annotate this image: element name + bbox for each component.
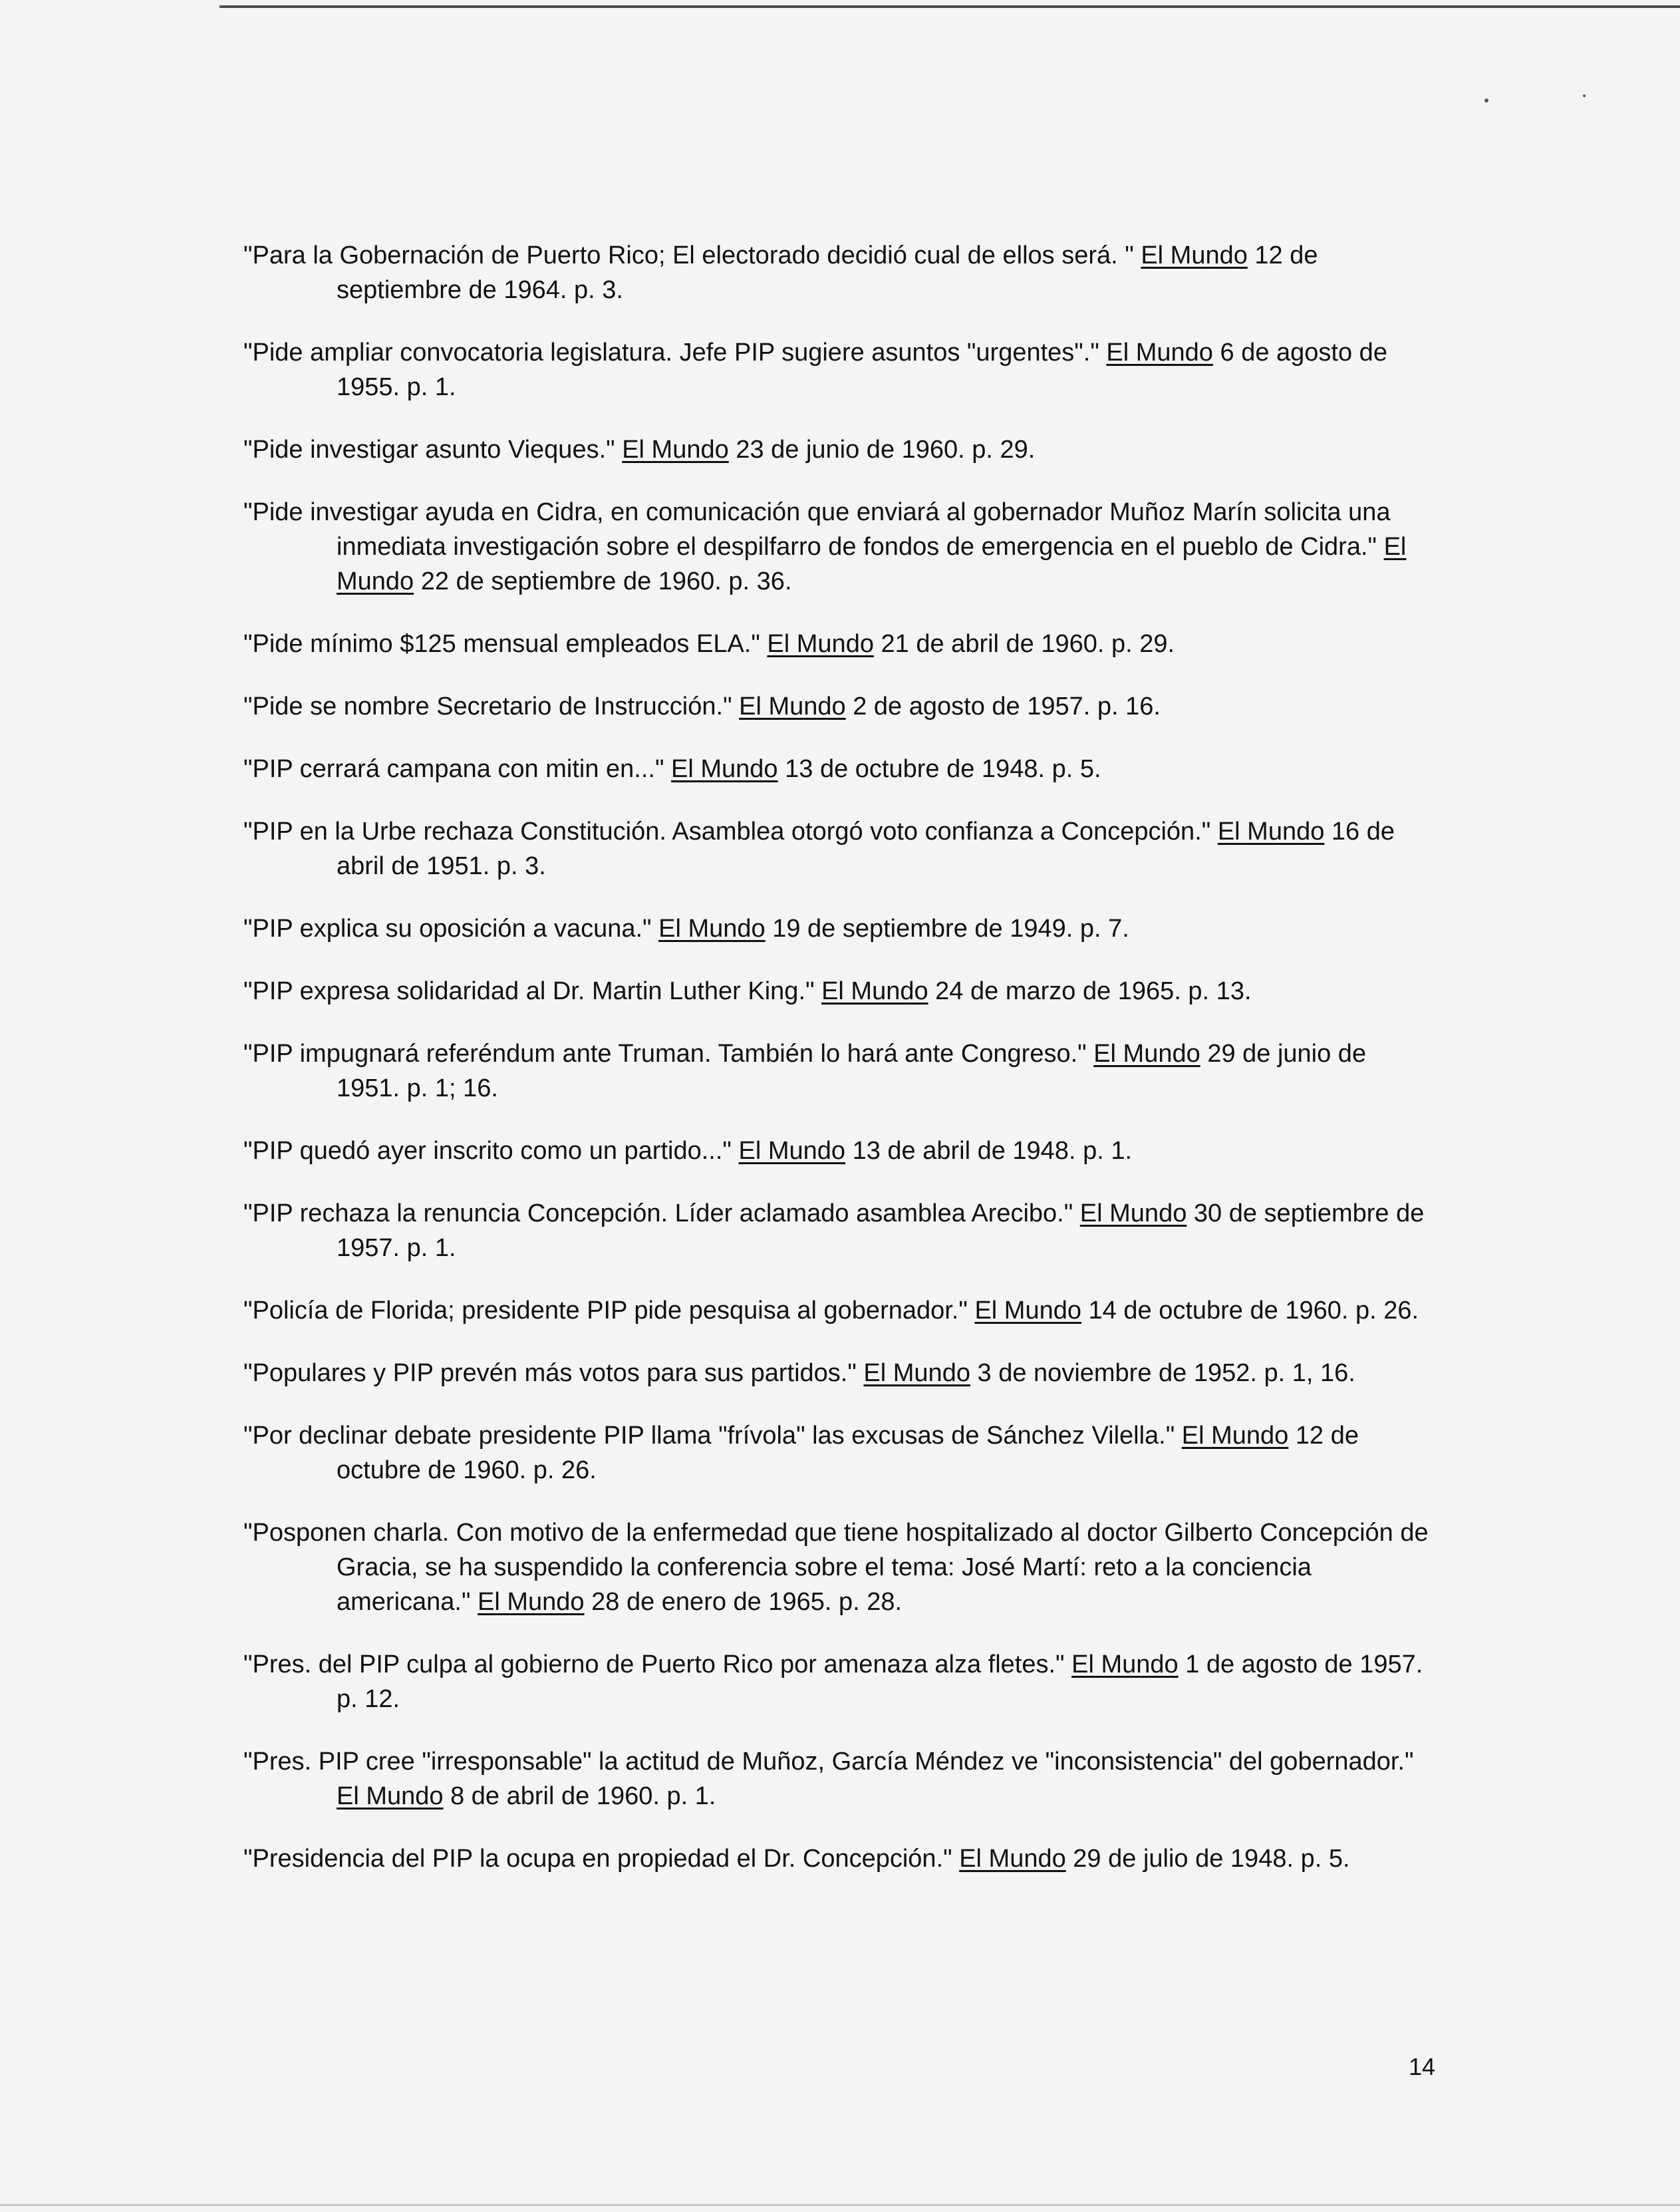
entry-details: 21 de abril de 1960. p. 29. xyxy=(881,630,1175,658)
entry-title: "Para la Gobernación de Puerto Rico; El electorado decidió cual de ellos será. " xyxy=(243,241,1134,269)
entry-details: 16 de abril de 1951. p. 3. xyxy=(337,818,1395,880)
entry-title: "Pide mínimo $125 mensual empleados ELA." xyxy=(243,630,760,658)
entry-title: "Pide investigar asunto Vieques." xyxy=(243,436,615,464)
entry-title: "Policía de Florida; presidente PIP pide pesquisa al gobernador." xyxy=(243,1297,968,1325)
bibliography-entry xyxy=(243,1744,1434,1814)
entry-source: El Mundo xyxy=(658,915,766,943)
entry-source: El Mundo xyxy=(622,436,729,464)
entry-title: "Pide investigar ayuda en Cidra, en comunicación que enviará al gobernador Muñoz Marín solicita una inmediata investigación sobre el despilfarro de fondos de emergencia en el pueblo de Cidra." xyxy=(243,498,1391,561)
entry-source: El Mundo xyxy=(1079,1199,1187,1227)
scan-speck xyxy=(1583,94,1586,97)
entry-title: "PIP expresa solidaridad al Dr. Martin Luther King." xyxy=(243,977,815,1005)
entry-details: 13 de abril de 1948. p. 1. xyxy=(852,1137,1133,1165)
bibliography-entry xyxy=(243,1841,1434,1876)
entry-title: "Por declinar debate presidente PIP llama "frívola" las excusas de Sánchez Vilella." xyxy=(243,1422,1175,1450)
entry-details: 14 de octubre de 1960. p. 26. xyxy=(1088,1297,1419,1325)
entry-details: 24 de marzo de 1965. p. 13. xyxy=(935,977,1252,1005)
entry-source: El Mundo xyxy=(959,1845,1066,1873)
entry-title: "Pide ampliar convocatoria legislatura. Jefe PIP sugiere asuntos "urgentes"." xyxy=(243,339,1099,367)
entry-source: El Mundo xyxy=(1181,1422,1289,1450)
entry-title: "Pide se nombre Secretario de Instrucción." xyxy=(243,693,732,720)
entry-source: El Mundo xyxy=(739,693,846,720)
bibliography-entry xyxy=(243,1356,1434,1390)
entry-details: 13 de octubre de 1948. p. 5. xyxy=(785,755,1101,783)
entry-details: 8 de abril de 1960. p. 1. xyxy=(450,1782,716,1810)
bibliography-entry xyxy=(243,432,1434,467)
entry-details: 1 de agosto de 1957. p. 12. xyxy=(337,1651,1423,1713)
bibliography-entry xyxy=(243,1036,1434,1106)
entry-title: "PIP rechaza la renuncia Concepción. Líder aclamado asamblea Arecibo." xyxy=(243,1199,1073,1227)
entry-details: 30 de septiembre de 1957. p. 1. xyxy=(337,1199,1425,1262)
entry-source: El Mundo xyxy=(767,630,874,658)
entry-source: El Mundo xyxy=(337,533,1407,595)
entry-source: El Mundo xyxy=(671,755,778,783)
entry-details: 3 de noviembre de 1952. p. 1, 16. xyxy=(977,1359,1355,1387)
entry-source: El Mundo xyxy=(1217,818,1325,846)
bibliography-entry xyxy=(243,1196,1434,1265)
entry-details: 29 de junio de 1951. p. 1; 16. xyxy=(337,1040,1367,1102)
entry-title: "Presidencia del PIP la ocupa en propiedad el Dr. Concepción." xyxy=(243,1845,952,1873)
scan-bottom-edge xyxy=(0,2204,1680,2206)
entry-source: El Mundo xyxy=(821,977,928,1005)
scan-speck xyxy=(1484,98,1488,102)
entry-source: El Mundo xyxy=(738,1137,846,1165)
bibliography-entry xyxy=(243,335,1434,404)
bibliography-entry xyxy=(243,1134,1434,1168)
entry-title: "PIP explica su oposición a vacuna." xyxy=(243,915,652,943)
entry-details: 19 de septiembre de 1949. p. 7. xyxy=(772,915,1129,943)
entry-source: El Mundo xyxy=(1071,1651,1179,1678)
entry-title: "PIP cerrará campana con mitin en..." xyxy=(243,755,664,783)
entry-source: El Mundo xyxy=(1141,241,1248,269)
entry-details: 12 de septiembre de 1964. p. 3. xyxy=(337,241,1318,304)
bibliography-entry xyxy=(243,689,1434,724)
bibliography-entry xyxy=(243,1515,1434,1619)
bibliography-entry xyxy=(243,752,1434,786)
entry-details: 23 de junio de 1960. p. 29. xyxy=(736,436,1036,464)
entry-title: "Pres. del PIP culpa al gobierno de Puerto Rico por amenaza alza fletes." xyxy=(243,1651,1065,1678)
entry-title: "PIP impugnará referéndum ante Truman. También lo hará ante Congreso." xyxy=(243,1040,1087,1068)
entry-source: El Mundo xyxy=(1093,1040,1200,1068)
entry-source: El Mundo xyxy=(1106,339,1213,367)
entry-title: "Populares y PIP prevén más votos para sus partidos." xyxy=(243,1359,857,1387)
entry-details: 12 de octubre de 1960. p. 26. xyxy=(337,1422,1359,1484)
entry-source: El Mundo xyxy=(337,1782,444,1810)
entry-source: El Mundo xyxy=(863,1359,970,1387)
entry-details: 29 de julio de 1948. p. 5. xyxy=(1073,1845,1350,1873)
entry-title: "PIP en la Urbe rechaza Constitución. Asamblea otorgó voto confianza a Concepción." xyxy=(243,818,1211,846)
bibliography-entry xyxy=(243,238,1434,307)
bibliography-entry xyxy=(243,974,1434,1009)
bibliography-entry xyxy=(243,911,1434,946)
bibliography-entry xyxy=(243,1418,1434,1488)
bibliography-entry xyxy=(243,495,1434,599)
bibliography-entry xyxy=(243,1647,1434,1716)
bibliography-list xyxy=(243,238,1434,1904)
entry-details: 22 de septiembre de 1960. p. 36. xyxy=(420,567,792,595)
bibliography-entry xyxy=(243,627,1434,661)
bibliography-entry xyxy=(243,1293,1434,1328)
entry-title: "Posponen charla. Con motivo de la enfermedad que tiene hospitalizado al doctor Gilberto Concepción de Gracia, se ha suspendido la conferencia sobre el tema: José Martí: reto a la conciencia americana." xyxy=(243,1519,1429,1616)
bibliography-entry xyxy=(243,814,1434,883)
entry-title: "PIP quedó ayer inscrito como un partido..." xyxy=(243,1137,732,1165)
entry-details: 2 de agosto de 1957. p. 16. xyxy=(853,693,1161,720)
scan-top-edge xyxy=(219,5,1680,8)
entry-details: 28 de enero de 1965. p. 28. xyxy=(591,1588,903,1616)
entry-source: El Mundo xyxy=(478,1588,585,1616)
entry-title: "Pres. PIP cree "irresponsable" la actitud de Muñoz, García Méndez ve "inconsistencia" del gobernador." xyxy=(243,1748,1414,1776)
page-number: 14 xyxy=(1409,2053,1436,2080)
entry-source: El Mundo xyxy=(974,1297,1081,1325)
entry-details: 6 de agosto de 1955. p. 1. xyxy=(337,339,1387,401)
